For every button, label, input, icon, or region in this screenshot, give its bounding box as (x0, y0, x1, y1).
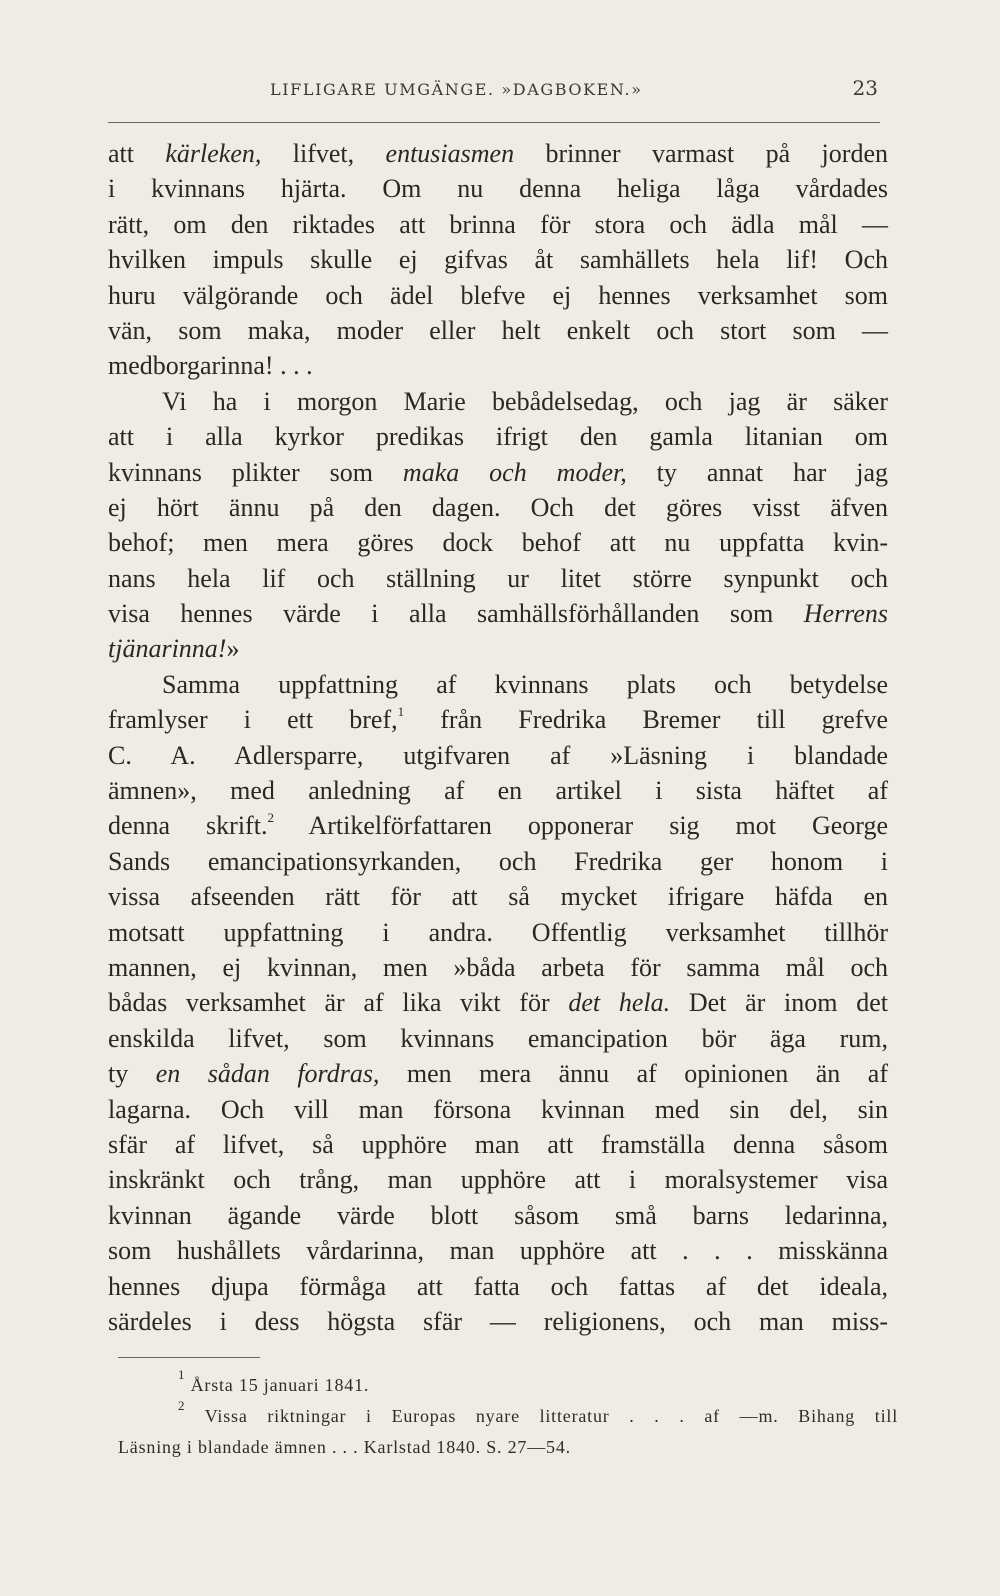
text-line: särdeles i dess högsta sfär — religionens, och man miss- (108, 1306, 888, 1336)
text-line: bådas verksamhet är af lika vikt för det hela. Det är inom det (108, 988, 888, 1018)
text-line: ty en sådan fordras, men mera ännu af opinionen än af (108, 1059, 888, 1089)
text-line: att i alla kyrkor predikas ifrigt den gamla litanian om (108, 422, 888, 452)
text-line: Vi ha i morgon Marie bebådelsedag, och jag är säker (162, 386, 888, 416)
text-line: sfär af lifvet, så upphöre man att framställa denna såsom (108, 1129, 888, 1159)
footnote-rule (118, 1357, 260, 1358)
footnote-2-continued: Läsning i blandade ämnen . . . Karlstad 1840. S. 27—54. (118, 1437, 571, 1457)
text-line: motsatt uppfattning i andra. Offentlig verksamhet tillhör (108, 917, 888, 947)
text-line: behof; men mera göres dock behof att nu uppfatta kvin- (108, 528, 888, 558)
running-head-title: LIFLIGARE UMGÄNGE. »DAGBOKEN.» (270, 80, 643, 99)
running-head (110, 76, 890, 106)
text-line: huru välgörande och ädel blefve ej hennes verksamhet som (108, 280, 888, 310)
text-line: rätt, om den riktades att brinna för stora och ädla mål — (108, 209, 888, 239)
footnote-1: $^1$ Årsta 15 januari 1841. (178, 1367, 370, 1395)
footnote-2: $^2$ Vissa riktningar i Europas nyare litteratur . . . af —m. Bihang till (178, 1398, 898, 1426)
text-line: kvinnan ägande värde blott såsom små barns ledarinna, (108, 1200, 888, 1230)
text-line: vissa afseenden rätt för att så mycket ifrigare häfda en (108, 882, 888, 912)
text-line: i kvinnans hjärta. Om nu denna heliga låga vårdades (108, 174, 888, 204)
text-line: C. A. Adlersparre, utgifvaren af »Läsning i blandade (108, 740, 888, 770)
text-line: vän, som maka, moder eller helt enkelt och stort som — (108, 315, 888, 345)
text-line: ej hört ännu på den dagen. Och det göres visst äfven (108, 492, 888, 522)
page-number: 23 (852, 76, 878, 100)
text-line: visa hennes värde i alla samhällsförhållanden som Herrens (108, 599, 888, 629)
text-line: kvinnans plikter som maka och moder, ty annat har jag (108, 457, 888, 487)
text-line: Samma uppfattning af kvinnans plats och betydelse (162, 669, 888, 699)
footnotes (118, 1367, 898, 1463)
header-rule (108, 122, 880, 123)
footnote-ref-2: 2 (267, 810, 274, 826)
text-line: inskränkt och trång, man upphöre att i moralsystemer visa (108, 1165, 888, 1195)
text-line: hvilken impuls skulle ej gifvas åt samhällets hela lif! Och (108, 245, 888, 275)
text-line: lagarna. Och vill man försona kvinnan med sin del, sin (108, 1094, 888, 1124)
text-line: nans hela lif och ställning ur litet större synpunkt och (108, 563, 888, 593)
text-line: framlyser i ett bref,$^1$ från Fredrika Bremer till grefve (108, 704, 888, 735)
text-line: tjänarinna!» (108, 634, 240, 664)
text-line: hennes djupa förmåga att fatta och fattas af det ideala, (108, 1271, 888, 1301)
text-line: som hushållets vårdarinna, man upphöre att . . . misskänna (108, 1236, 888, 1266)
footnote-ref-1: 1 (397, 704, 405, 720)
text-line: denna skrift.$^2$ Artikelförfattaren opponerar sig mot George (108, 810, 888, 841)
text-line: att kärleken, lifvet, entusiasmen brinner varmast på jorden (108, 139, 888, 168)
text-line: enskilda lifvet, som kvinnans emancipation bör äga rum, (108, 1023, 888, 1053)
text-line: medborgarinna! . . . (108, 351, 313, 381)
text-line: mannen, ej kvinnan, men »båda arbeta för samma mål och (108, 952, 888, 982)
text-line: ämnen», med anledning af en artikel i sista häftet af (108, 776, 888, 806)
main-text (108, 136, 888, 1339)
text-line: Sands emancipationsyrkanden, och Fredrika ger honom i (108, 846, 888, 876)
